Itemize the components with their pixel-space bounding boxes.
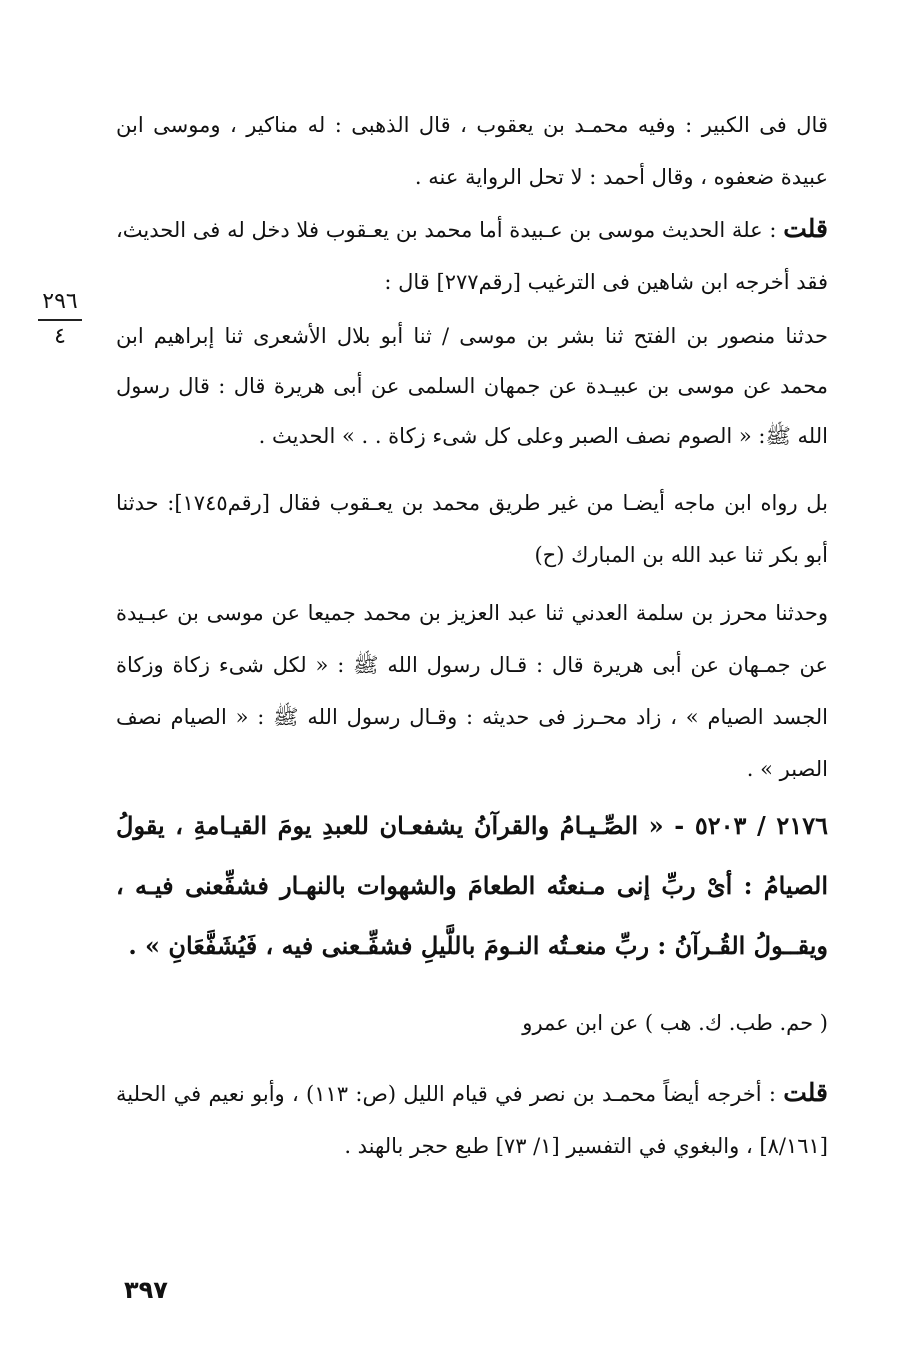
margin-reference [34,288,86,351]
paragraph-note-2 [116,1067,828,1172]
note-lead-word: قلت [783,214,828,243]
margin-reference-top: ٢٩٦ [42,289,78,314]
note-lead-word: قلت [783,1078,828,1107]
hadith-source-line: ( حم. طب. ك. هب ) عن ابن عمرو [522,1011,828,1035]
paragraph-chain-muhriz: وحدثنا محرز بن سلمة العدني ثنا عبد العزيز بن محمد جميعا عن موسى بن عبـيدة عن جمـهان عن أبى هريرة قال : قـال رسول الله ﷺ : « لكل شىء زكاة وزكاة الجسد الصيام » ، زاد محـرز فى حديثه : وقـال رسول الله ﷺ : « الصيام نصف الصبر » . [116,601,828,781]
page-number: ٣٩٧ [124,1276,168,1304]
paragraph-chain-shahin: حدثنا منصور بن الفتح ثنا بشر بن موسى / ثنا أبو بلال الأشعرى ثنا إبراهيم ابن محمد عن موسى بن عبيـدة عن جمهان السلمى عن أبى هريرة قال : قال رسول الله ﷺ: « الصوم نصف الصبر وعلى كل شىء زكاة . . » الحديث . [116,324,828,448]
margin-reference-divider [38,319,82,321]
hadith-main-text: ٢١٧٦ / ٥٢٠٣ - « الصِّـيـامُ والقرآنُ يشفعـان للعبدِ يومَ القيـامةِ ، يقولُ الصيامُ : أىْ ربِّ إنى مـنعتُه الطعامَ والشهوات بالنهـار فشفِّعنى فيـه ، ويقــولُ القُـرآنُ : ربِّ منعـتُه النـومَ باللَّيلِ فشفِّـعنى فيه ، فَيُشَفَّعَانِ » . [116,811,828,960]
margin-reference-bottom: ٤ [54,324,66,349]
paragraph-ibn-majah: بل رواه ابن ماجه أيضـا من غير طريق محمد بن يعـقوب فقال [رقم١٧٤٥]: حدثنا أبو بكر ثنا عبد الله بن المبارك (ح) [116,491,828,567]
note-text: : علة الحديث موسى بن عـبيدة أما محمد بن يعـقوب فلا دخل له فى الحديث، فقد أخرجه ابن شاهين فى الترغيب [رقم٢٧٧] قال : [116,218,828,294]
paragraph-note-1 [116,203,828,308]
paragraph-commentary: قال فى الكبير : وفيه محمـد بن يعقوب ، قال الذهبى : له مناكير ، وموسى ابن عبيدة ضعفوه ، وقال أحمد : لا تحل الرواية عنه . [116,113,828,189]
note-text: : أخرجه أيضاً محمـد بن نصر في قيام الليل (ص: ١١٣) ، وأبو نعيم في الحلية [٨/١٦١] ، والبغوي في التفسير [١/ ٧٣] طبع حجر بالهند . [116,1082,828,1158]
